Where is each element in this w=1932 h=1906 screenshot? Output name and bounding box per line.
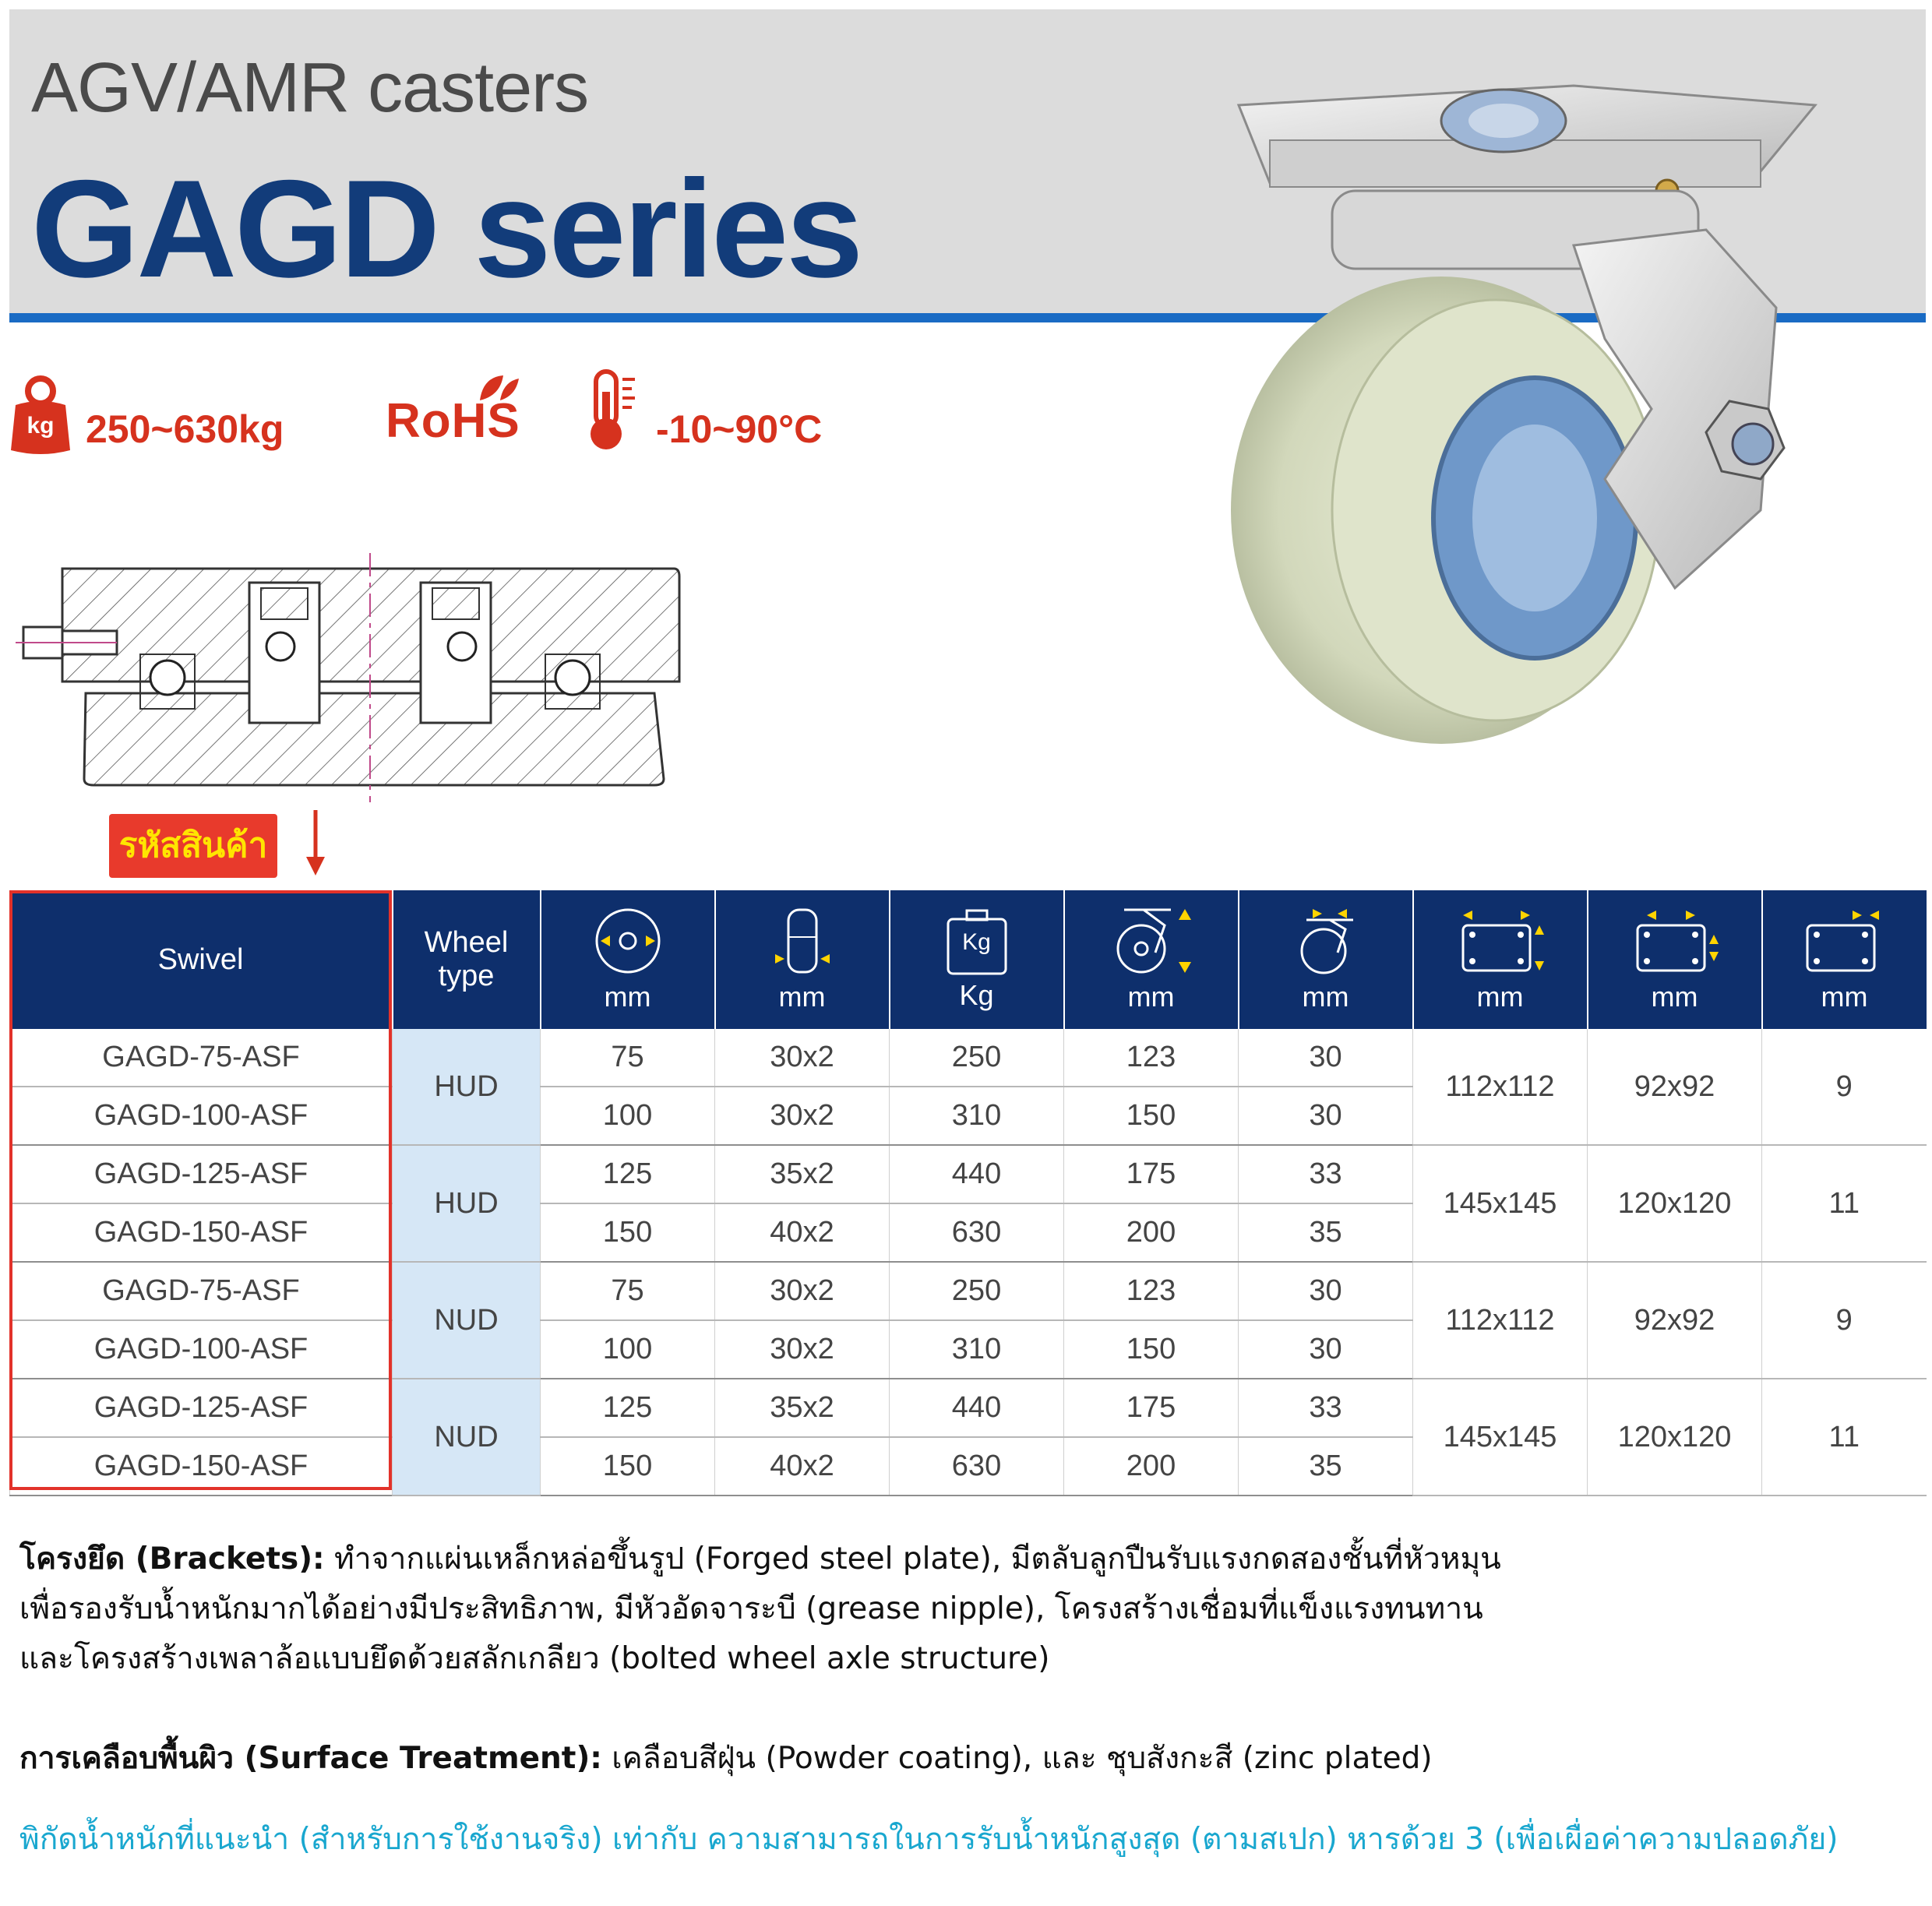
diameter-cell: 75 xyxy=(541,1262,715,1320)
header-width-unit: mm xyxy=(778,981,826,1013)
width-cell: 30x2 xyxy=(715,1029,890,1087)
header-diameter xyxy=(541,890,715,1029)
brackets-text-1: ทำจากแผ่นเหล็กหล่อขึ้นรูป (Forged steel plate), มีตลับลูกปืนรับแรงกดสองชั้นที่หัวหมุน xyxy=(324,1541,1501,1577)
down-arrow-icon xyxy=(304,810,327,876)
load-cell: 440 xyxy=(890,1145,1064,1203)
page-title xyxy=(31,151,862,306)
model-cell: GAGD-100-ASF xyxy=(10,1087,393,1145)
surface-text: เคลือบสีฝุ่น (Powder coating), และ ชุบสังกะสี (zinc plated) xyxy=(601,1741,1433,1776)
cross-section-drawing xyxy=(16,545,693,818)
temperature-range: -10~90°C xyxy=(656,407,823,451)
thermometer-icon xyxy=(588,368,643,454)
table-row xyxy=(10,1145,1927,1203)
header-plate-unit: mm xyxy=(1476,981,1524,1013)
height-cell: 123 xyxy=(1064,1029,1239,1087)
model-cell: GAGD-150-ASF xyxy=(10,1203,393,1262)
bolt-spacing-icon xyxy=(1628,906,1722,976)
header-swivel-label: Swivel xyxy=(157,942,244,976)
rohs-badge: RoHS xyxy=(386,394,520,448)
table-row xyxy=(10,1379,1927,1437)
hole-cell: 9 xyxy=(1762,1262,1927,1379)
bolt-cell: 92x92 xyxy=(1588,1029,1762,1145)
height-cell: 123 xyxy=(1064,1262,1239,1320)
height-cell: 150 xyxy=(1064,1087,1239,1145)
width-cell: 35x2 xyxy=(715,1379,890,1437)
height-cell: 200 xyxy=(1064,1203,1239,1262)
hole-cell: 11 xyxy=(1762,1145,1927,1262)
offset-cell: 30 xyxy=(1239,1320,1413,1379)
load-cell: 250 xyxy=(890,1029,1064,1087)
header-wheel-type-line2: type xyxy=(438,960,495,992)
table-row xyxy=(10,1262,1927,1320)
table-row xyxy=(10,1029,1927,1087)
offset-cell: 35 xyxy=(1239,1437,1413,1496)
offset-cell: 30 xyxy=(1239,1029,1413,1087)
header-wheel-type xyxy=(393,890,541,1029)
surface-label: การเคลือบพื้นผิว (Surface Treatment): xyxy=(19,1741,602,1776)
width-cell: 30x2 xyxy=(715,1320,890,1379)
height-cell: 175 xyxy=(1064,1379,1239,1437)
brackets-line-3: และโครงสร้างเพลาล้อแบบยึดด้วยสลักเกลียว (bolted wheel axle structure) xyxy=(19,1641,1050,1676)
load-cell: 630 xyxy=(890,1203,1064,1262)
header-height xyxy=(1064,890,1239,1029)
width-cell: 35x2 xyxy=(715,1145,890,1203)
wheel-type-cell: HUD xyxy=(393,1029,541,1145)
plate-cell: 145x145 xyxy=(1413,1379,1588,1496)
wheel-type-cell: HUD xyxy=(393,1145,541,1262)
wheel-width-icon xyxy=(767,906,837,976)
wheel-type-cell: NUD xyxy=(393,1379,541,1496)
model-cell: GAGD-100-ASF xyxy=(10,1320,393,1379)
header-wheel-type-line1: Wheel xyxy=(424,926,509,959)
table-header-row xyxy=(10,890,1927,1029)
offset-cell: 33 xyxy=(1239,1145,1413,1203)
load-cell: 630 xyxy=(890,1437,1064,1496)
load-rating-note: พิกัดน้ำหนักที่แนะนำ (สำหรับการใช้งานจริง) เท่ากับ ความสามารถในการรับน้ำหนักสูงสุด (ตามสเปก) หารด้วย 3 (เพื่อเผื่อค่าความปลอดภัย) xyxy=(19,1822,1839,1857)
diameter-cell: 125 xyxy=(541,1379,715,1437)
width-cell: 40x2 xyxy=(715,1437,890,1496)
hole-cell: 9 xyxy=(1762,1029,1927,1145)
page-subtitle: AGV/AMR casters xyxy=(31,49,589,127)
header-load-unit: Kg xyxy=(959,979,994,1011)
header-swivel xyxy=(10,890,393,1029)
model-cell: GAGD-125-ASF xyxy=(10,1145,393,1203)
header-bolt-spacing xyxy=(1588,890,1762,1029)
title-series-code: GAGD xyxy=(31,151,438,306)
header-height-unit: mm xyxy=(1127,981,1175,1013)
swivel-offset-icon xyxy=(1291,906,1361,976)
brackets-line-2: เพื่อรองรับน้ำหนักมากได้อย่างมีประสิทธิภาพ, มีหัวอัดจาระบี (grease nipple), โครงสร้างเชื่อมที่แข็งแรงทนทาน xyxy=(19,1591,1483,1626)
width-cell: 30x2 xyxy=(715,1262,890,1320)
brackets-line-1 xyxy=(19,1534,1501,1584)
load-cell: 310 xyxy=(890,1320,1064,1379)
caster-product-image xyxy=(1169,43,1916,744)
product-code-tag: รหัสสินค้า xyxy=(109,814,277,878)
load-cell: 310 xyxy=(890,1087,1064,1145)
header-plate-size xyxy=(1413,890,1588,1029)
plate-cell: 112x112 xyxy=(1413,1262,1588,1379)
header-diameter-unit: mm xyxy=(604,981,651,1013)
title-series-word: series xyxy=(438,151,862,306)
bolt-cell: 92x92 xyxy=(1588,1262,1762,1379)
hole-cell: 11 xyxy=(1762,1379,1927,1496)
plate-size-icon xyxy=(1454,906,1547,976)
diameter-cell: 125 xyxy=(541,1145,715,1203)
offset-cell: 30 xyxy=(1239,1087,1413,1145)
model-cell: GAGD-75-ASF xyxy=(10,1029,393,1087)
height-cell: 200 xyxy=(1064,1437,1239,1496)
header-offset xyxy=(1239,890,1413,1029)
wheel-type-cell: NUD xyxy=(393,1262,541,1379)
height-cell: 175 xyxy=(1064,1145,1239,1203)
header-bolt-unit: mm xyxy=(1651,981,1698,1013)
load-cell: 250 xyxy=(890,1262,1064,1320)
model-cell: GAGD-150-ASF xyxy=(10,1437,393,1496)
model-cell: GAGD-75-ASF xyxy=(10,1262,393,1320)
header-offset-unit: mm xyxy=(1302,981,1349,1013)
offset-cell: 33 xyxy=(1239,1379,1413,1437)
bolt-cell: 120x120 xyxy=(1588,1379,1762,1496)
plate-cell: 145x145 xyxy=(1413,1145,1588,1262)
surface-description xyxy=(19,1734,1433,1784)
header-load xyxy=(890,890,1064,1029)
caster-height-icon xyxy=(1109,906,1194,976)
bolt-cell: 120x120 xyxy=(1588,1145,1762,1262)
diameter-cell: 150 xyxy=(541,1203,715,1262)
wheel-diameter-icon xyxy=(593,906,663,976)
offset-cell: 30 xyxy=(1239,1262,1413,1320)
load-icon-text: Kg xyxy=(962,929,991,955)
load-cell: 440 xyxy=(890,1379,1064,1437)
diameter-cell: 100 xyxy=(541,1087,715,1145)
model-cell: GAGD-125-ASF xyxy=(10,1379,393,1437)
plate-cell: 112x112 xyxy=(1413,1029,1588,1145)
diameter-cell: 75 xyxy=(541,1029,715,1087)
width-cell: 40x2 xyxy=(715,1203,890,1262)
diameter-cell: 100 xyxy=(541,1320,715,1379)
header-hole-unit: mm xyxy=(1821,981,1868,1013)
header-bolt-hole xyxy=(1762,890,1927,1029)
width-cell: 30x2 xyxy=(715,1087,890,1145)
brackets-description xyxy=(19,1534,1501,1684)
diameter-cell: 150 xyxy=(541,1437,715,1496)
load-range: 250~630kg xyxy=(86,407,284,451)
height-cell: 150 xyxy=(1064,1320,1239,1379)
bolt-hole-icon xyxy=(1798,906,1891,976)
weight-icon-label: kg xyxy=(26,413,55,439)
header-width xyxy=(715,890,890,1029)
spec-table xyxy=(9,890,1927,1496)
brackets-label: โครงยึด (Brackets): xyxy=(19,1541,325,1577)
offset-cell: 35 xyxy=(1239,1203,1413,1262)
